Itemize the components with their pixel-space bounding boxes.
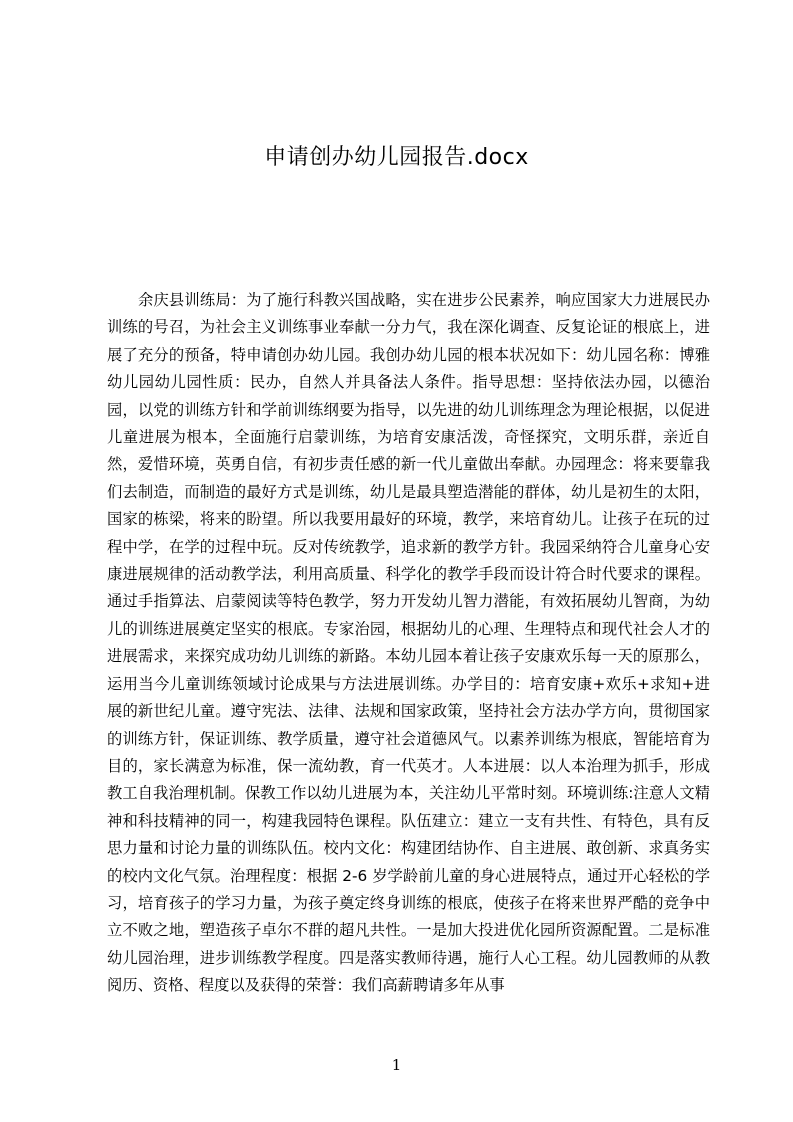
page-number: 1 bbox=[391, 1056, 402, 1074]
body-paragraph: 余庆县训练局：为了施行科教兴国战略，实在进步公民素养，响应国家大力进展民办训练的号召，为社会主义训练事业奉献一分力气，我在深化调查、反复论证的根底上，进展了充分的预备，特申请创办幼儿园。我创办幼儿园的根本状况如下：幼儿园名称：博雅幼儿园幼儿园性质：民办，自然人并具备法人条件。指导思想：坚持依法办园，以德治园，以党的训练方针和学前训练纲要为指导，以先进的幼儿训练理念为理论根据，以促进儿童进展为根本，全面施行启蒙训练，为培育安康活泼，奇怪探究，文明乐群，亲近自然，爱惜环境，英勇自信，有初步责任感的新一代儿童做出奉献。办园理念：将来要靠我们去制造，而制造的最好方式是训练，幼儿是最具塑造潜能的群体，幼儿是初生的太阳，国家的栋梁，将来的盼望。所以我要用最好的环境，教学，来培育幼儿。让孩子在玩的过程中学，在学的过程中玩。反对传统教学，追求新的教学方针。我园采纳符合儿童身心安康进展规律的活动教学法，利用高质量、科学化的教学手段而设计符合时代要求的课程。通过手指算法、启蒙阅读等特色教学，努力开发幼儿智力潜能，有效拓展幼儿智商，为幼儿的训练进展奠定坚实的根底。专家治园，根据幼儿的心理、生理特点和现代社会人才的进展需求，来探究成功幼儿训练的新路。本幼儿园本着让孩子安康欢乐每一天的原那么，运用当今儿童训练领域讨论成果与方法进展训练。办学目的：培育安康+欢乐+求知+进展的新世纪儿童。遵守宪法、法律、法规和国家政策，坚持社会方法办学方向，贯彻国家的训练方针，保证训练、教学质量，遵守社会道德风气。以素养训练为根底，智能培育为目的，家长满意为标准，保一流幼教，育一代英才。人本进展：以人本治理为抓手，形成教工自我治理机制。保教工作以幼儿进展为本，关注幼儿平常时刻。环境训练:注意人文精神和科技精神的同一，构建我园特色课程。队伍建立：建立一支有共性、有特色，具有反思力量和讨论力量的训练队伍。校内文化：构建团结协作、自主进展、敢创新、求真务实的校内文化气氛。治理程度：根据 2-6 岁学龄前儿童的身心进展特点，通过开心轻松的学习，培育孩子的学习力量，为孩子奠定终身训练的根底，使孩子在将来世界严酷的竞争中立不败之地，塑造孩子卓尔不群的超凡共性。一是加大投进优化园所资源配置。二是标准幼儿园治理，进步训练教学程度。四是落实教师待遇，施行人心工程。幼儿园教师的从教阅历、资格、程度以及获得的荣誉：我们高薪聘请多年从事 bbox=[107, 291, 710, 995]
document-title: 申请创办幼儿园报告.docx bbox=[264, 145, 529, 170]
